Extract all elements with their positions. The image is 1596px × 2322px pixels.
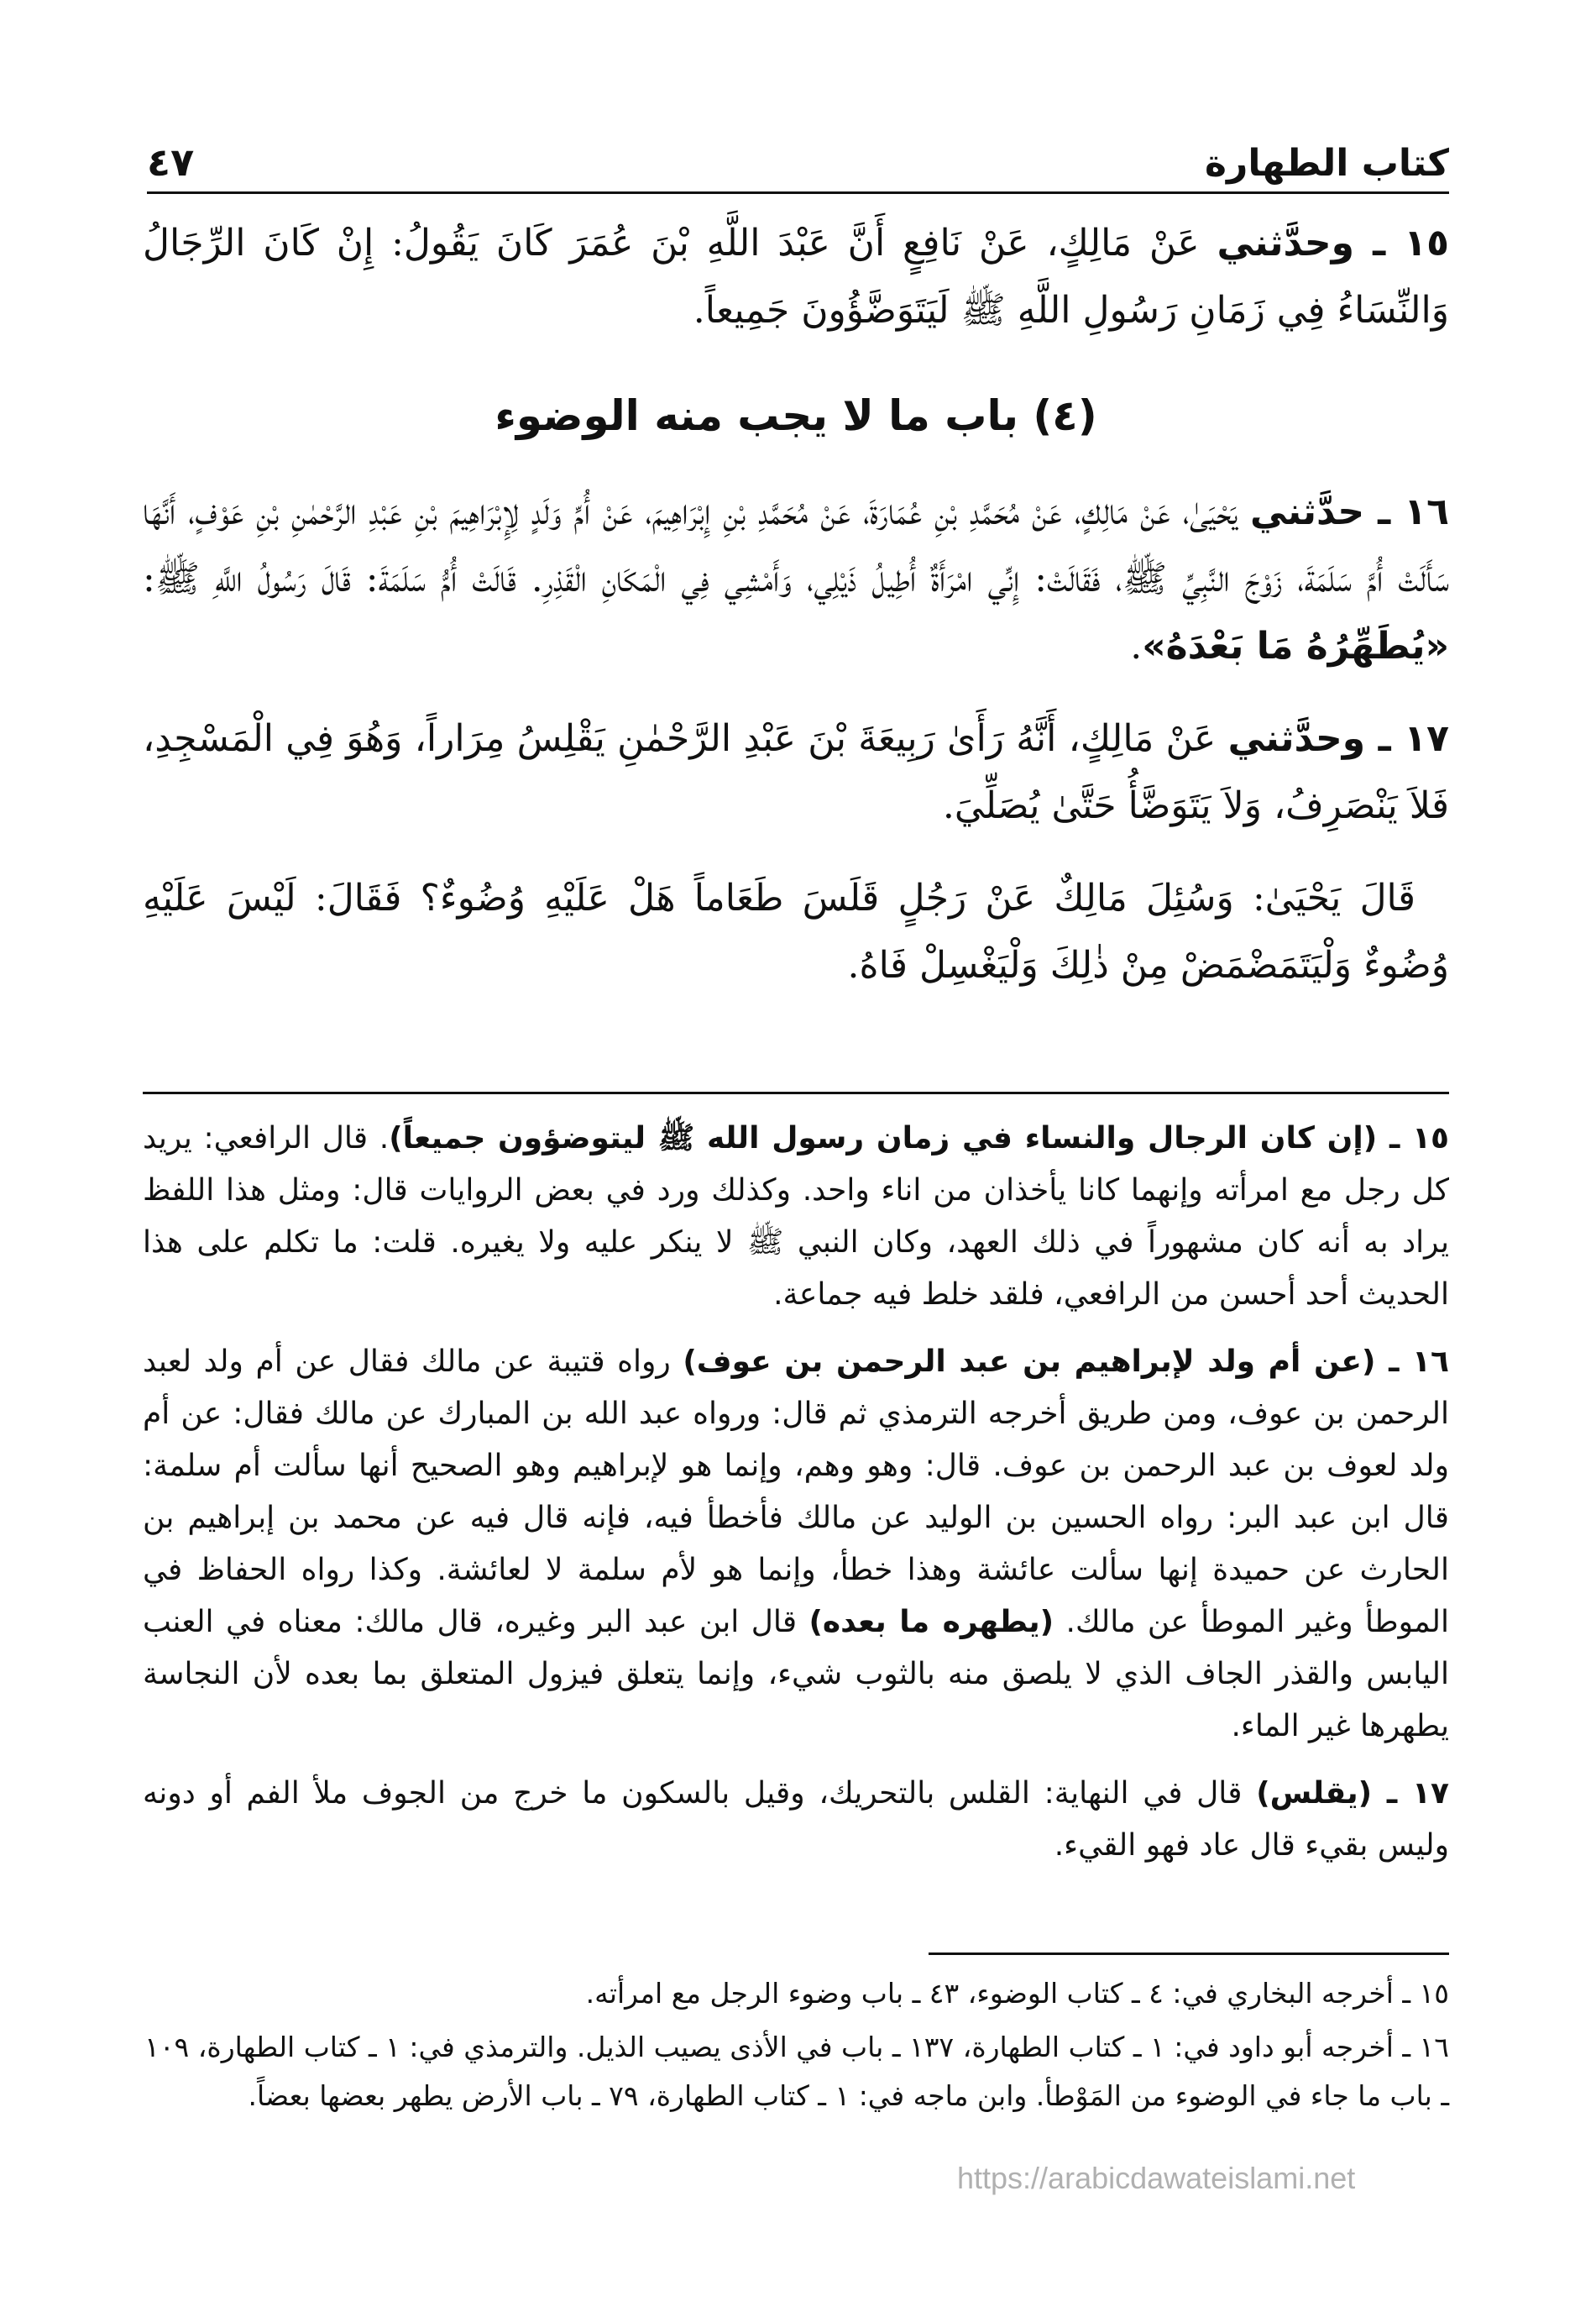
yahya-statement: قَالَ يَحْيَىٰ: وَسُئِلَ مَالِكٌ عَنْ رَجُلٍ قَلَسَ طَعَاماً هَلْ عَلَيْهِ وُضُوءٌ؟ فَقَالَ: لَيْسَ عَلَيْهِ وُضُوءٌ وَلْيَتَمَضْمَضْ مِنْ ذٰلِكَ وَلْيَغْسِلْ فَاهُ. (143, 877, 1449, 987)
commentary-15 (143, 1113, 1449, 1321)
page-header (147, 126, 1449, 194)
hadith-17-number: ١٧ ـ (1365, 717, 1449, 760)
hadith-17-lead: وحدَّثني (1227, 717, 1366, 760)
commentary-16-text-b: قال ابن عبد البر وغيره، قال مالك: معناه في العنب اليابس والقذر الجاف الذي لا يلصق منه بالثوب شيء، وإنما يتعلق فيزول المتعلق بما بعده لأن النجاسة يطهرها غير الماء. (143, 1605, 1449, 1743)
commentary-15-text: . قال الرافعي: يريد كل رجل مع امرأته وإنهما كانا يأخذان من اناء واحد. وكذلك ورد في بعض الروايات قال: ومثل هذا اللفظ يراد به أنه كان مشهوراً في ذلك العهد، وكان النبي ﷺ لا ينكر عليه ولا يغيره. قلت: ما تكلم على هذا الحديث أحد أحسن من الرافعي، فلقد خلط فيه جماعة. (143, 1121, 1449, 1312)
footnotes-section (143, 1969, 1449, 2125)
commentary-16-text-a: رواه قتيبة عن مالك فقال عن أم ولد لعبد الرحمن بن عوف، ومن طريق أخرجه الترمذي ثم قال: ورواه عبد الله بن المبارك عن مالك فقال: عن أم ولد لعوف بن عبد الرحمن بن عوف. قال: وهو وهم، وإنما هو لإبراهيم وهو الصحيح أنها سألت أم سلمة: قال ابن عبد البر: رواه الحسين بن الوليد عن مالك فأخطأ فيه، فإنه قال فيه عن محمد بن إبراهيم بن الحارث عن حميدة إنها سألت عائشة وهذا خطأ، وإنما هو لأم سلمة لا لعائشة. وكذا رواه الحفاظ في الموطأ وغير الموطأ عن مالك. (143, 1344, 1450, 1639)
hadith-15-text: عَنْ مَالِكٍ، عَنْ نَافِعٍ أَنَّ عَبْدَ اللَّهِ بْنَ عُمَرَ كَانَ يَقُولُ: إِنْ كَانَ الرِّجَالُ وَالنِّسَاءُ فِي زَمَانِ رَسُولِ اللَّهِ ﷺ لَيَتَوَضَّؤُونَ جَمِيعاً. (143, 222, 1449, 332)
main-text (143, 210, 1449, 1025)
chapter-heading: (٤) باب ما لا يجب منه الوضوء (494, 391, 1097, 440)
hadith-15 (143, 210, 1449, 344)
hadith-16-text: يَحْيَىٰ، عَنْ مَالِكٍ، عَنْ مُحَمَّدِ بْنِ عُمَارَةَ، عَنْ مُحَمَّدِ بْنِ إِبْرَاهِيمَ، عَنْ أُمِّ وَلَدٍ لِإِبْرَاهِيمَ بْنِ عَبْدِ الرَّحْمٰنِ بْنِ عَوْفٍ، أَنَّهَا سَأَلَتْ أُمَّ سَلَمَةَ، زَوْجَ النَّبِيِّ ﷺ، فَقَالَتْ: إِنِّي امْرَأَةٌ أُطِيلُ ذَيْلِي، وَأَمْشِي فِي الْمَكَانِ الْقَذِرِ. قَالَتْ أُمُّ سَلَمَةَ: قَالَ رَسُولُ اللَّهِ ﷺ: (143, 490, 1449, 600)
commentary-16 (143, 1336, 1449, 1753)
hadith-17 (143, 705, 1449, 840)
commentary-17 (143, 1768, 1449, 1872)
commentary-15-heading: ١٥ ـ (إن كان الرجال والنساء في زمان رسول الله ﷺ ليتوضؤون جميعاً) (389, 1121, 1450, 1156)
hadith-15-lead: وحدَّثني (1217, 222, 1354, 265)
footnote-15: ١٥ ـ أخرجه البخاري في: ٤ ـ كتاب الوضوء، ٤٣ ـ باب وضوء الرجل مع امرأته. (585, 1977, 1449, 2010)
hadith-16-number: ١٦ ـ (1364, 490, 1449, 533)
hadith-16-end: . (1130, 625, 1143, 668)
commentary-17-heading: ١٧ ـ (يقلس) (1256, 1776, 1449, 1811)
hadith-17-text: عَنْ مَالِكٍ، أَنَّهُ رَأَىٰ رَبِيعَةَ بْنَ عَبْدِ الرَّحْمٰنِ يَقْلِسُ مِرَاراً، وَهُوَ فِي الْمَسْجِدِ، فَلاَ يَنْصَرِفُ، وَلاَ يَتَوَضَّأُ حَتَّىٰ يُصَلِّيَ. (143, 717, 1449, 827)
commentary-17-text: قال في النهاية: القلس بالتحريك، وقيل بالسكون ما خرج من الجوف ملأ الفم أو دونه وليس بقيء قال عاد فهو القيء. (143, 1776, 1449, 1863)
hadith-16-quote: «يُطَهِّرُهُ مَا بَعْدَهُ» (1142, 625, 1449, 668)
commentary-16-subheading: (يطهره ما بعده) (808, 1605, 1054, 1639)
page-number: ٤٧ (147, 139, 195, 185)
watermark: https://arabicdawateislami.net (957, 2161, 1356, 2195)
hadith-15-number: ١٥ ـ (1353, 222, 1449, 265)
hadith-16 (143, 479, 1449, 680)
commentary-16-heading: ١٦ ـ (عن أم ولد لإبراهيم بن عبد الرحمن بن عوف) (683, 1344, 1449, 1379)
footnote-16: ١٦ ـ أخرجه أبو داود في: ١ ـ كتاب الطهارة، ١٣٧ ـ باب في الأذى يصيب الذيل. والترمذي في: ١ ـ كتاب الطهارة، ١٠٩ ـ باب ما جاء في الوضوء من المَوْطأ. وابن ماجه في: ١ ـ كتاب الطهارة، ٧٩ ـ باب الأرض يطهر بعضها بعضاً. (144, 2031, 1449, 2112)
hadith-16-lead: حدَّثني (1250, 490, 1365, 533)
book-title: كتاب الطهارة (1205, 142, 1449, 185)
commentary-divider (143, 1092, 1449, 1094)
commentary-section (143, 1113, 1449, 1887)
footnote-divider (929, 1952, 1449, 1955)
